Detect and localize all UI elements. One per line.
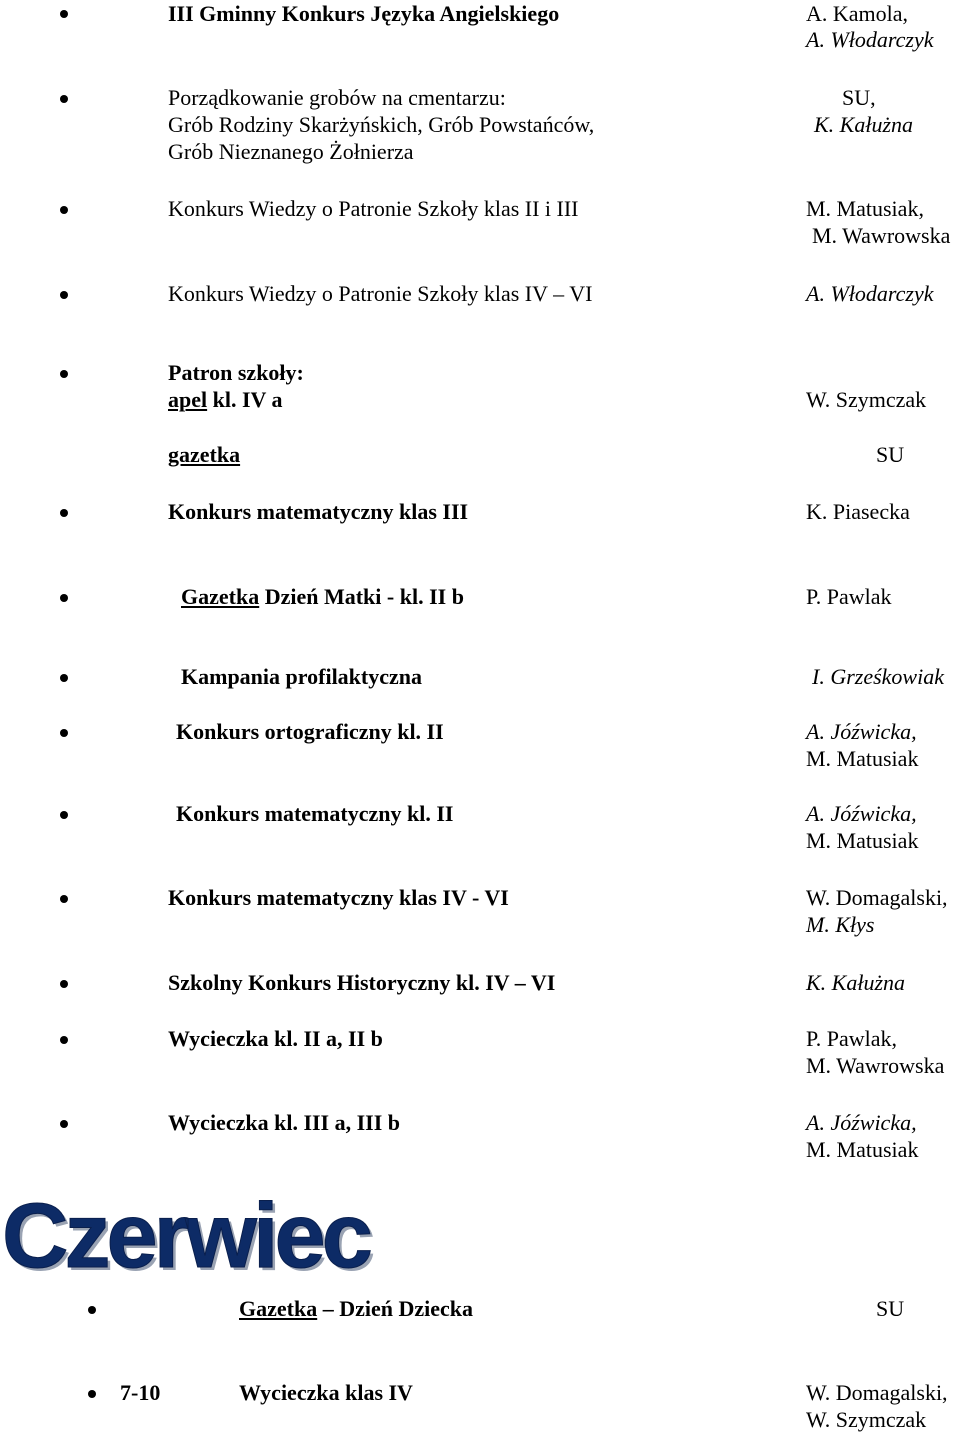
event-title: Konkurs Wiedzy o Patronie Szkoły klas II i III [168,196,579,221]
list-bullet [60,674,68,682]
event-title: Konkurs Wiedzy o Patronie Szkoły klas IV – VI [168,281,593,306]
event-title: Grób Rodziny Skarżyńskich, Grób Powstańców, [168,112,595,137]
list-bullet [60,95,68,103]
list-bullet [60,594,68,602]
list-bullet [60,10,68,18]
event-title: Kampania profilaktyczna [181,664,423,689]
responsible-person: M. Matusiak [806,1137,919,1162]
list-bullet [60,509,68,517]
event-title: Konkurs ortograficzny kl. II [176,719,444,744]
month-heading: Czerwiec [2,1185,369,1287]
responsible-person: I. Grześkowiak [812,664,944,689]
event-title: Konkurs matematyczny klas III [168,499,469,524]
event-title: Wycieczka klas IV [239,1380,413,1405]
list-bullet [60,370,68,378]
list-bullet [60,1036,68,1044]
list-bullet [88,1306,96,1314]
event-text: Dzień Matki - kl. II b [259,584,464,609]
responsible-person: A. Jóźwicka, [806,1110,917,1135]
list-bullet [60,980,68,988]
event-title [239,1295,473,1323]
gazetka-link: Gazetka [181,584,260,609]
responsible-person: W. Szymczak [806,387,927,412]
responsible-person: M. Matusiak, [806,196,924,221]
list-bullet [60,291,68,299]
responsible-person: M. Wawrowska [806,1053,945,1078]
responsible-person: K. Piasecka [806,499,910,524]
responsible-person: SU, [842,85,876,110]
list-bullet [60,729,68,737]
event-title: III Gminny Konkurs Języka Angielskiego [168,1,560,26]
list-bullet [60,206,68,214]
responsible-person: M. Wawrowska [812,223,951,248]
apel-link: apel [168,387,208,412]
event-title: Porządkowanie grobów na cmentarzu: [168,85,506,110]
responsible-person: A. Jóźwicka, [806,719,917,744]
responsible-person: A. Jóźwicka, [806,801,917,826]
event-title: Patron szkoły: [168,360,304,385]
list-bullet [60,1120,68,1128]
event-date: 7-10 [120,1380,161,1405]
gazetka-link: gazetka [168,442,241,467]
event-title: Wycieczka kl. II a, II b [168,1026,383,1051]
responsible-person: P. Pawlak [806,584,892,609]
apel-class: kl. IV a [207,387,283,412]
list-bullet [60,895,68,903]
event-title: Grób Nieznanego Żołnierza [168,139,414,164]
event-detail [168,386,283,414]
event-title: Konkurs matematyczny kl. II [176,801,454,826]
responsible-person: M. Matusiak [806,828,919,853]
responsible-person: SU [876,1296,905,1321]
responsible-person: SU [876,442,905,467]
responsible-person: A. Kamola, [806,1,909,26]
responsible-person: K. Kałużna [814,112,914,137]
responsible-person: W. Domagalski, [806,1380,948,1405]
event-title [181,583,464,611]
responsible-person: P. Pawlak, [806,1026,898,1051]
responsible-person: K. Kałużna [806,970,906,995]
responsible-person: A. Włodarczyk [806,27,934,52]
responsible-person: W. Domagalski, [806,885,948,910]
gazetka-link: Gazetka [239,1296,318,1321]
list-bullet [60,811,68,819]
responsible-person: M. Matusiak [806,746,919,771]
list-bullet [88,1390,96,1398]
responsible-person: W. Szymczak [806,1407,927,1432]
event-title: Konkurs matematyczny klas IV - VI [168,885,509,910]
event-title: Szkolny Konkurs Historyczny kl. IV – VI [168,970,556,995]
responsible-person: M. Kłys [806,912,875,937]
event-text: – Dzień Dziecka [317,1296,473,1321]
event-title: Wycieczka kl. III a, III b [168,1110,401,1135]
responsible-person: A. Włodarczyk [806,281,934,306]
